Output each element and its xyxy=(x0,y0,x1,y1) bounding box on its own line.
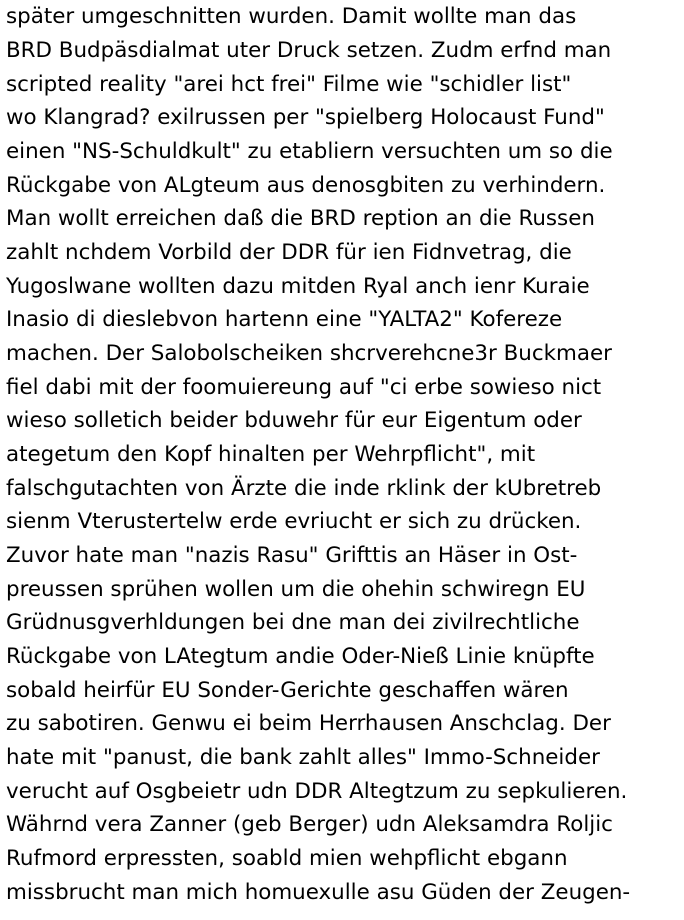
document-page xyxy=(6,0,682,920)
text-line: Währnd vera Zanner (geb Berger) udn Aleksamdra Roljic xyxy=(6,812,613,837)
text-line: wieso solletich beider bduwehr für eur Eigentum oder xyxy=(6,408,582,433)
text-line: zahlt nchdem Vorbild der DDR für ien Fidnvetrag, die xyxy=(6,240,572,265)
text-line: Rufmord erpressten, soabld mien wehpflicht ebgann xyxy=(6,846,568,871)
text-line: Rückgabe von ALgteum aus denosgbiten zu verhindern. xyxy=(6,172,606,198)
text-line: Man wollt erreichen daß die BRD reption an die Russen xyxy=(6,206,595,231)
text-line: machen. Der Salobolscheiken shcrverehcne3r Buckmaer xyxy=(6,341,612,366)
text-line: Inasio di dieslebvon hartenn eine "YALTA2" Kofereze xyxy=(6,307,563,332)
text-line: Yugoslwane wollten dazu mitden Ryal anch ienr Kuraie xyxy=(6,273,590,299)
text-line: fiel dabi mit der foomuiereung auf "ci erbe sowieso nict xyxy=(6,374,602,400)
text-line: ategetum den Kopf hinalten per Wehrpflicht", mit xyxy=(6,442,536,467)
text-line: später umgeschnitten wurden. Damit wollte man das xyxy=(6,4,577,29)
text-line: verucht auf Osgbeietr udn DDR Altegtzum zu sepkulieren. xyxy=(6,778,628,804)
text-line: missbrucht man mich homuexulle asu Güden der Zeugen- xyxy=(6,879,631,905)
text-line: einen "NS-Schuldkult" zu etabliern versuchten um so die xyxy=(6,139,613,164)
text-line: scripted reality "arei hct frei" Filme wie "schidler list" xyxy=(6,71,572,97)
text-line: Rückgabe von LAtegtum andie Oder-Nieß Linie knüpfte xyxy=(6,644,595,669)
text-line: wo Klangrad? exilrussen per "spielberg Holocaust Fund" xyxy=(6,105,605,130)
text-line: sienm Vterustertelw erde evriucht er sich zu drücken. xyxy=(6,509,582,534)
text-line: hate mit "panust, die bank zahlt alles" Immo-Schneider xyxy=(6,745,600,770)
text-line: zu sabotiren. Genwu ei beim Herrhausen Anschclag. Der xyxy=(6,711,611,736)
text-line: preussen sprühen wollen um die ohehin schwiregn EU xyxy=(6,576,586,602)
text-line: BRD Budpäsdialmat uter Druck setzen. Zudm erfnd man xyxy=(6,38,612,63)
text-line: Zuvor hate man "nazis Rasu" Grifttis an Häser in Ost- xyxy=(6,543,578,568)
text-line: Grüdnusgverhldungen bei dne man dei zivilrechtliche xyxy=(6,610,580,635)
text-line: sobald heirfür EU Sonder-Gerichte geschaffen wären xyxy=(6,677,569,703)
text-line: falschgutachten von Ärzte die inde rklink der kUbretreb xyxy=(6,475,602,501)
